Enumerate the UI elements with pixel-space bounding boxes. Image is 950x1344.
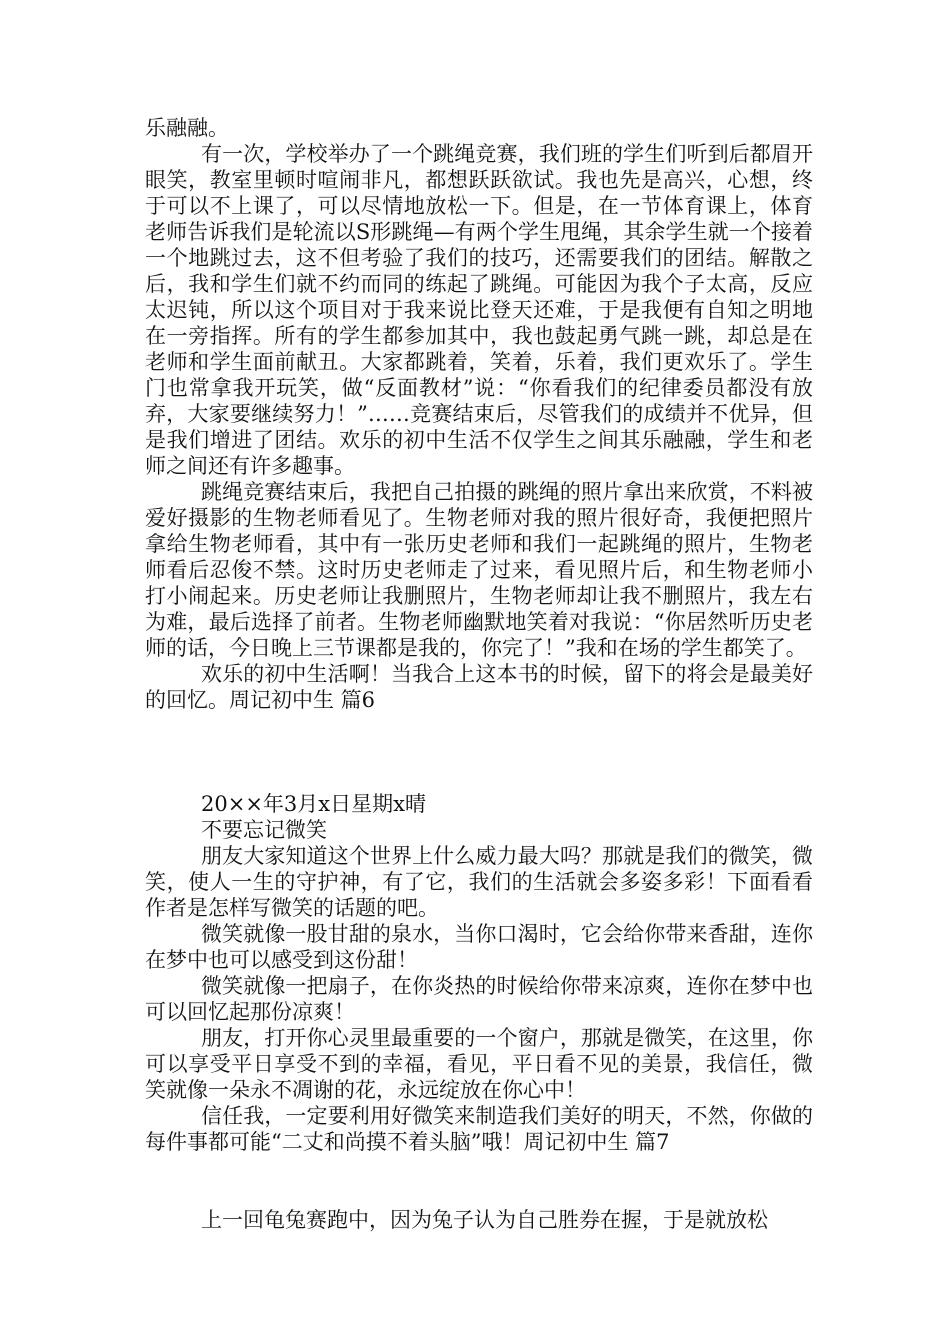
paragraph-smile-fan: 微笑就像一把扇子，在你炎热的时候给你带来凉爽，连你在梦中也可以回忆起那份凉爽！ — [145, 974, 813, 1024]
paragraph-smile-intro: 朋友大家知道这个世界上什么威力最大吗？那就是我们的微笑，微笑，使人一生的守护神，有了它，我们的生活就会多姿多彩！下面看看作者是怎样写微笑的话题的吧。 — [145, 844, 813, 920]
diary-date: 20××年3月x日星期x晴 — [201, 792, 426, 816]
section-gap — [145, 1155, 813, 1207]
paragraph-closing-6: 欢乐的初中生活啊！当我合上这本书的时候，留下的将会是最美好的回忆。周记初中生 篇6 — [145, 662, 813, 712]
paragraph-photo-story: 跳绳竞赛结束后，我把自己拍摄的跳绳的照片拿出来欣赏，不料被爱好摄影的生物老师看见了。生物老师对我的照片很好奇，我便把照片拿给生物老师看，其中有一张历史老师和我们一起跳绳的照片，生物老师看后忍俊不禁。这时历史老师走了过来，看见照片后，和生物老师小打小闹起来。历史老师让我删照片，生物老师却让我不删照片，我左右为难，最后选择了前者。生物老师幽默地笑着对我说：“你居然听历史老师的话，今日晚上三节课都是我的，你完了！”我和在场的学生都笑了。 — [145, 480, 813, 660]
paragraph-closing-7: 信任我，一定要利用好微笑来制造我们美好的明天，不然，你做的每件事都可能“二丈和尚摸不着头脑”哦！周记初中生 篇7 — [145, 1104, 813, 1154]
paragraph-smile-window: 朋友，打开你心灵里最重要的一个窗户，那就是微笑，在这里，你可以享受平日享受不到的幸福，看见，平日看不见的美景，我信任，微笑就像一朵永不凋谢的花，永远绽放在你心中！ — [145, 1026, 813, 1102]
paragraph-tortoise-hare: 上一回龟兔赛跑中，因为兔子认为自己胜券在握，于是就放松 — [201, 1208, 768, 1232]
document-page — [145, 115, 813, 1233]
section-gap — [145, 713, 813, 791]
paragraph-jump-rope-contest: 有一次，学校举办了一个跳绳竞赛，我们班的学生们听到后都眉开眼笑，教室里顿时喧闹非凡，都想跃跃欲试。我也先是高兴，心想，终于可以不上课了，可以尽情地放松一下。但是，在一节体育课上，体育老师告诉我们是轮流以S形跳绳—有两个学生甩绳，其余学生就一个接着一个地跳过去，这不但考验了我们的技巧，还需要我们的团结。解散之后，我和学生们就不约而同的练起了跳绳。可能因为我个子太高，反应太迟钝，所以这个项目对于我来说比登天还难，于是我便有自知之明地在一旁指挥。所有的学生都参加其中，我也鼓起勇气跳一跳，却总是在老师和学生面前献丑。大家都跳着，笑着，乐着，我们更欢乐了。学生门也常拿我开玩笑，做“反面教材”说：“你看我们的纪律委员都没有放弃，大家要继续努力！”……竞赛结束后，尽管我们的成绩并不优异，但是我们增进了团结。欢乐的初中生活不仅学生之间其乐融融，学生和老师之间还有许多趣事。 — [145, 142, 813, 478]
diary-title: 不要忘记微笑 — [201, 818, 327, 842]
paragraph-smile-spring: 微笑就像一股甘甜的泉水，当你口渴时，它会给你带来香甜，连你在梦中也可以感受到这份甜！ — [145, 922, 813, 972]
paragraph-continuation: 乐融融。 — [145, 116, 229, 140]
